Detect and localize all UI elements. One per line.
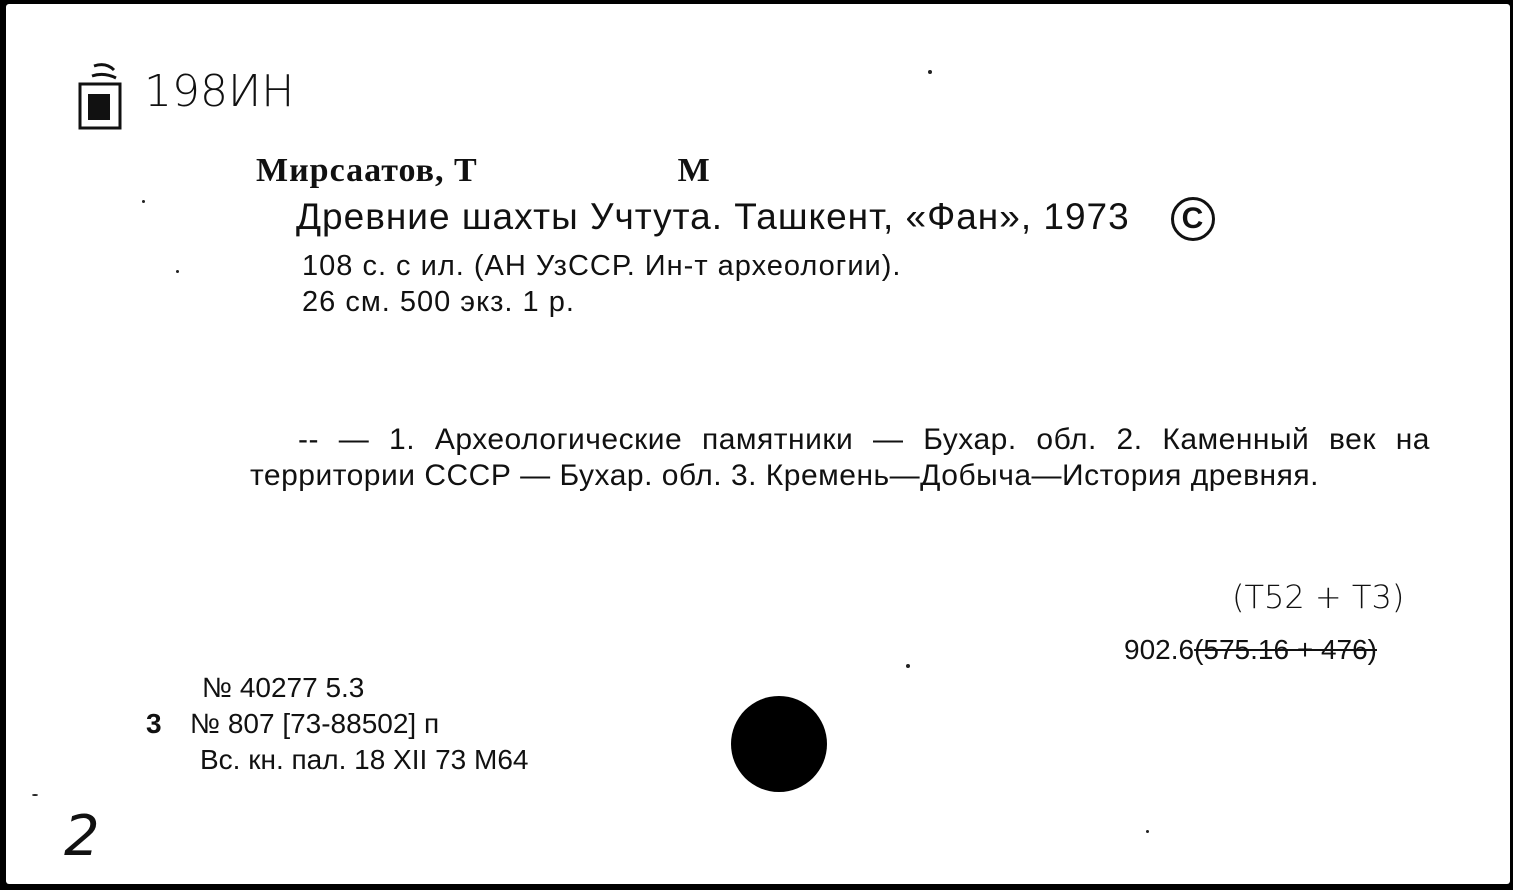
classification-prefix: 902.6 xyxy=(1124,634,1195,665)
accession-line-1: № 40277 5.3 xyxy=(202,672,365,703)
speck xyxy=(906,664,910,668)
author-initial: М xyxy=(677,152,711,189)
subject-headings xyxy=(250,422,1430,494)
title-line xyxy=(296,196,1215,241)
handwritten-corner-number: 2 xyxy=(64,804,100,869)
imprint-line-1: 108 с. с ил. (АН УзССР. Ин-т археологии). xyxy=(302,250,902,282)
copyright-icon: С xyxy=(1171,197,1215,241)
classification-code xyxy=(1124,634,1377,666)
library-stamp-icon xyxy=(76,60,128,132)
speck xyxy=(928,70,932,74)
accession-line-2: № 807 [73-88502] п xyxy=(190,708,440,739)
classification-struck: (575.16 + 476) xyxy=(1194,634,1377,665)
catalog-card xyxy=(6,4,1510,884)
speck xyxy=(176,270,179,273)
handwritten-number: 198ИН xyxy=(144,66,295,117)
subjects-text: 1. Археологические памятники — Бухар. обл. 2. Каменный век на территории СССР — Бухар. обл. 3. Кремень—Добыча—История древняя. xyxy=(250,423,1430,492)
accession-line-3: Вс. кн. пал. 18 XII 73 М64 xyxy=(200,744,529,775)
accession-mark: 3 xyxy=(146,708,162,739)
imprint-line-2: 26 см. 500 экз. 1 р. xyxy=(302,286,575,318)
author-surname: Мирсаатов, Т xyxy=(256,152,478,189)
handwritten-classification: (Т52 + Т3) xyxy=(1232,578,1405,616)
author-heading xyxy=(256,152,711,190)
title-text: Древние шахты Учтута. Ташкент, «Фан», 1973 xyxy=(296,196,1130,237)
subjects-dash: -- — xyxy=(298,423,370,456)
speck xyxy=(142,200,145,203)
speck xyxy=(32,794,38,796)
speck xyxy=(1146,830,1149,833)
punch-hole xyxy=(731,696,827,792)
